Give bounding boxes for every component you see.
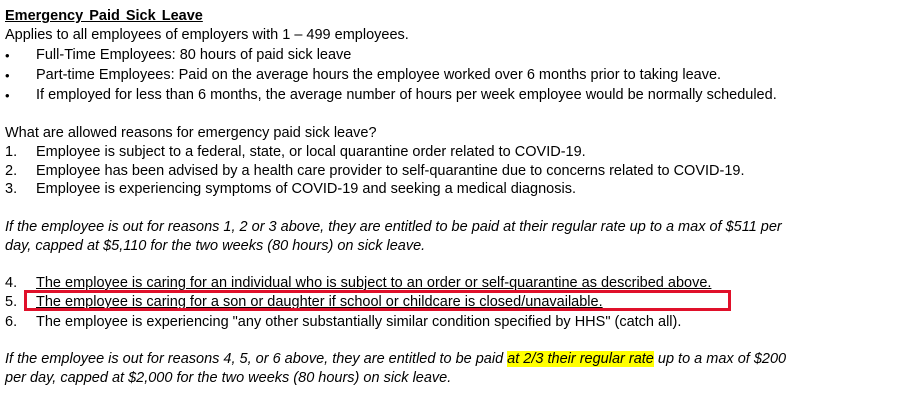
page-title: Emergency Paid Sick Leave <box>5 8 203 24</box>
reason-text: Employee is experiencing symptoms of COVID-19 and seeking a medical diagnosis. <box>36 181 576 197</box>
note-b-line1 <box>5 350 786 368</box>
bullet-item: Full-Time Employees: 80 hours of paid sick leave <box>36 47 352 63</box>
note-a-line1: If the employee is out for reasons 1, 2 or 3 above, they are entitled to be paid at their regular rate up to a max of $511 per <box>5 219 782 235</box>
applies-text: Applies to all employees of employers with 1 – 499 employees. <box>5 27 409 43</box>
highlighted-rate: at 2/3 their regular rate <box>507 351 654 367</box>
note-b-pre: If the employee is out for reasons 4, 5, or 6 above, they are entitled to be paid <box>5 351 508 367</box>
reason-number: 2. <box>5 163 18 179</box>
question-text: What are allowed reasons for emergency paid sick leave? <box>5 125 377 141</box>
note-b-post: up to a max of $200 <box>653 351 787 367</box>
note-a-line2: day, capped at $5,110 for the two weeks (80 hours) on sick leave. <box>5 238 426 254</box>
reason-text: The employee is caring for a son or daughter if school or childcare is closed/unavailable. <box>36 294 603 310</box>
reason-number: 3. <box>5 181 18 197</box>
reason-number: 1. <box>5 144 18 160</box>
reason-number: 6. <box>5 314 18 330</box>
reason-text: The employee is experiencing "any other substantially similar condition specified by HHS" (catch all). <box>36 314 682 330</box>
reason-text: The employee is caring for an individual who is subject to an order or self-quarantine as described above. <box>36 275 712 291</box>
reason-number: 5. <box>5 294 18 310</box>
bullet-icon: • <box>5 88 10 103</box>
reason-number: 4. <box>5 275 18 291</box>
bullet-icon: • <box>5 68 10 83</box>
reason-text: Employee is subject to a federal, state, or local quarantine order related to COVID-19. <box>36 144 586 160</box>
highlight-box <box>24 290 731 311</box>
bullet-icon: • <box>5 48 10 63</box>
bullet-item: Part-time Employees: Paid on the average hours the employee worked over 6 months prior to taking leave. <box>36 67 722 83</box>
reason-text: Employee has been advised by a health care provider to self-quarantine due to concerns related to COVID-19. <box>36 163 745 179</box>
bullet-item: If employed for less than 6 months, the average number of hours per week employee would be normally scheduled. <box>36 87 777 103</box>
note-b-line2: per day, capped at $2,000 for the two weeks (80 hours) on sick leave. <box>5 370 452 386</box>
